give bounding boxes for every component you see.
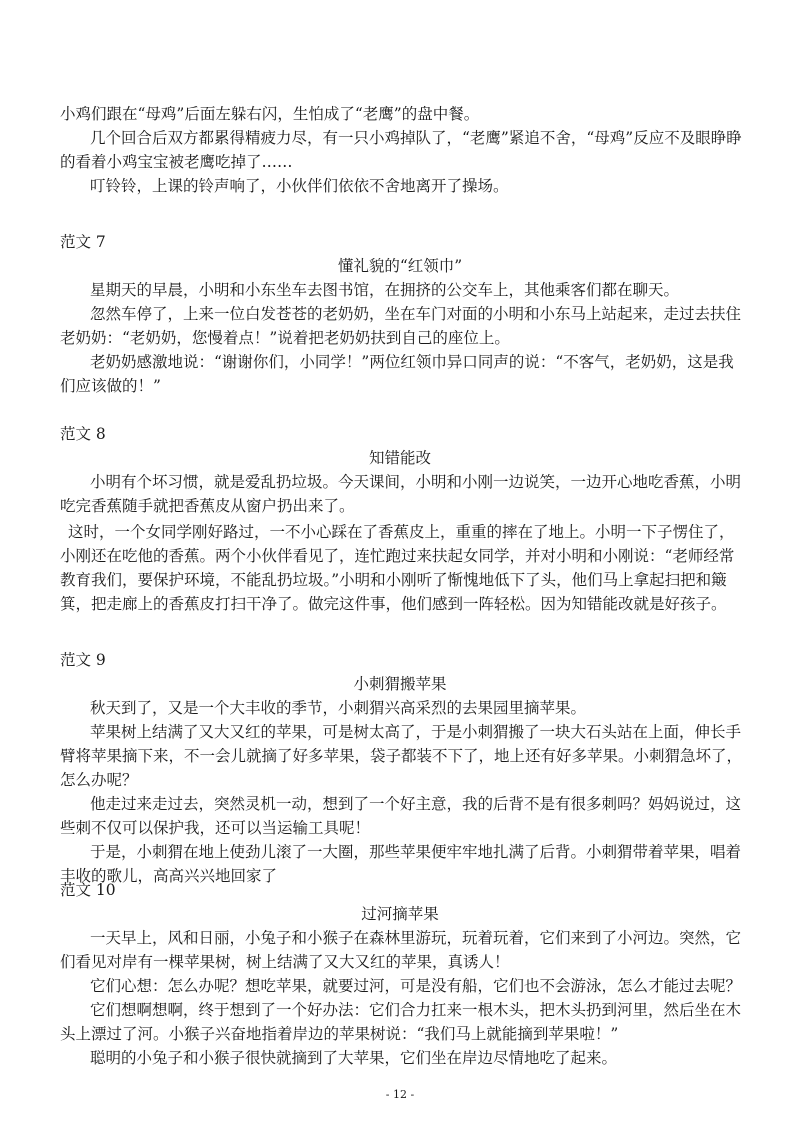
paragraph: 小鸡们跟在“母鸡”后面左躲右闪，生怕成了“老鹰”的盘中餐。 — [60, 105, 480, 123]
page-number: - 12 - — [385, 1088, 415, 1101]
paragraph: 忽然车停了，上来一位白发苍苍的老奶奶，坐在车门对面的小明和小东马上站起来，走过去扶住老奶奶：“老奶奶，您慢着点！”说着把老奶奶扶到自己的座位上。 — [60, 305, 742, 347]
paragraph: 叮铃铃，上课的铃声响了，小伙伴们依依不舍地离开了操场。 — [90, 177, 509, 195]
paragraph: 这时，一个女同学刚好路过，一不小心踩在了香蕉皮上，重重的摔在了地上。小明一下子愣住了，小刚还在吃他的香蕉。两个小伙伴看见了，连忙跑过来扶起女同学，并对小明和小刚说：“老师经常教育我们，要保护环境，不能乱扔垃圾。”小明和小刚听了惭愧地低下了头，他们马上拿起扫把和簸箕，把走廊上的香蕉皮打扫干净了。做完这件事，他们感到一阵轻松。因为知错能改就是好孩子。 — [60, 523, 735, 613]
paragraph: 一天早上，风和日丽，小兔子和小猴子在森林里游玩，玩着玩着，它们来到了小河边。突然，它们看见对岸有一棵苹果树，树上结满了又大又红的苹果，真诱人！ — [60, 929, 742, 971]
essay-title: 过河摘苹果 — [361, 905, 439, 923]
essay-heading: 范文 7 — [60, 233, 106, 251]
paragraph: 它们想啊想啊，终于想到了一个好办法：它们合力扛来一根木头，把木头扔到河里，然后坐在木头上漂过了河。小猴子兴奋地指着岸边的苹果树说：“我们马上就能摘到苹果啦！” — [60, 1001, 742, 1043]
paragraph: 老奶奶感激地说：“谢谢你们，小同学！”两位红领巾异口同声的说：“不客气，老奶奶，这是我们应该做的！” — [60, 353, 734, 395]
paragraph: 于是，小刺猬在地上使劲儿滚了一大圈，那些苹果便牢牢地扎满了后背。小刺猬带着苹果，唱着丰收的歌儿，高高兴兴地回家了 — [60, 843, 742, 885]
paragraph: 它们心想：怎么办呢？想吃苹果，就要过河，可是没有船，它们也不会游泳，怎么才能过去呢？ — [90, 977, 742, 995]
paragraph: 聪明的小兔子和小猴子很快就摘到了大苹果，它们坐在岸边尽情地吃了起来。 — [90, 1049, 618, 1067]
essay-heading: 范文 8 — [60, 425, 106, 443]
paragraph: 他走过来走过去，突然灵机一动，想到了一个好主意，我的后背不是有很多刺吗？妈妈说过，这些刺不仅可以保护我，还可以当运输工具呢！ — [60, 795, 742, 837]
paragraph: 几个回合后双方都累得精疲力尽，有一只小鸡掉队了，“老鹰”紧追不舍，“母鸡”反应不及眼睁睁的看着小鸡宝宝被老鹰吃掉了…… — [60, 129, 742, 171]
paragraph: 星期天的早晨，小明和小东坐车去图书馆，在拥挤的公交车上，其他乘客们都在聊天。 — [90, 281, 680, 299]
essay-heading: 范文 9 — [60, 651, 106, 669]
paragraph: 秋天到了，又是一个大丰收的季节，小刺猬兴高采烈的去果园里摘苹果。 — [90, 699, 587, 717]
essay-title: 知错能改 — [368, 449, 431, 467]
essay-heading: 范文 10 — [60, 881, 116, 899]
paragraph: 小明有个坏习惯，就是爱乱扔垃圾。今天课间，小明和小刚一边说笑，一边开心地吃香蕉，小明吃完香蕉随手就把香蕉皮从窗户扔出来了。 — [60, 473, 742, 515]
paragraph: 苹果树上结满了又大又红的苹果，可是树太高了，于是小刺猬搬了一块大石头站在上面，伸长手臂将苹果摘下来，不一会儿就摘了好多苹果，袋子都装不下了，地上还有好多苹果。小刺猬急坏了，怎么办呢？ — [60, 723, 743, 789]
essay-title: 懂礼貌的“红领巾” — [337, 257, 463, 275]
essay-title: 小刺猬搬苹果 — [353, 675, 447, 693]
